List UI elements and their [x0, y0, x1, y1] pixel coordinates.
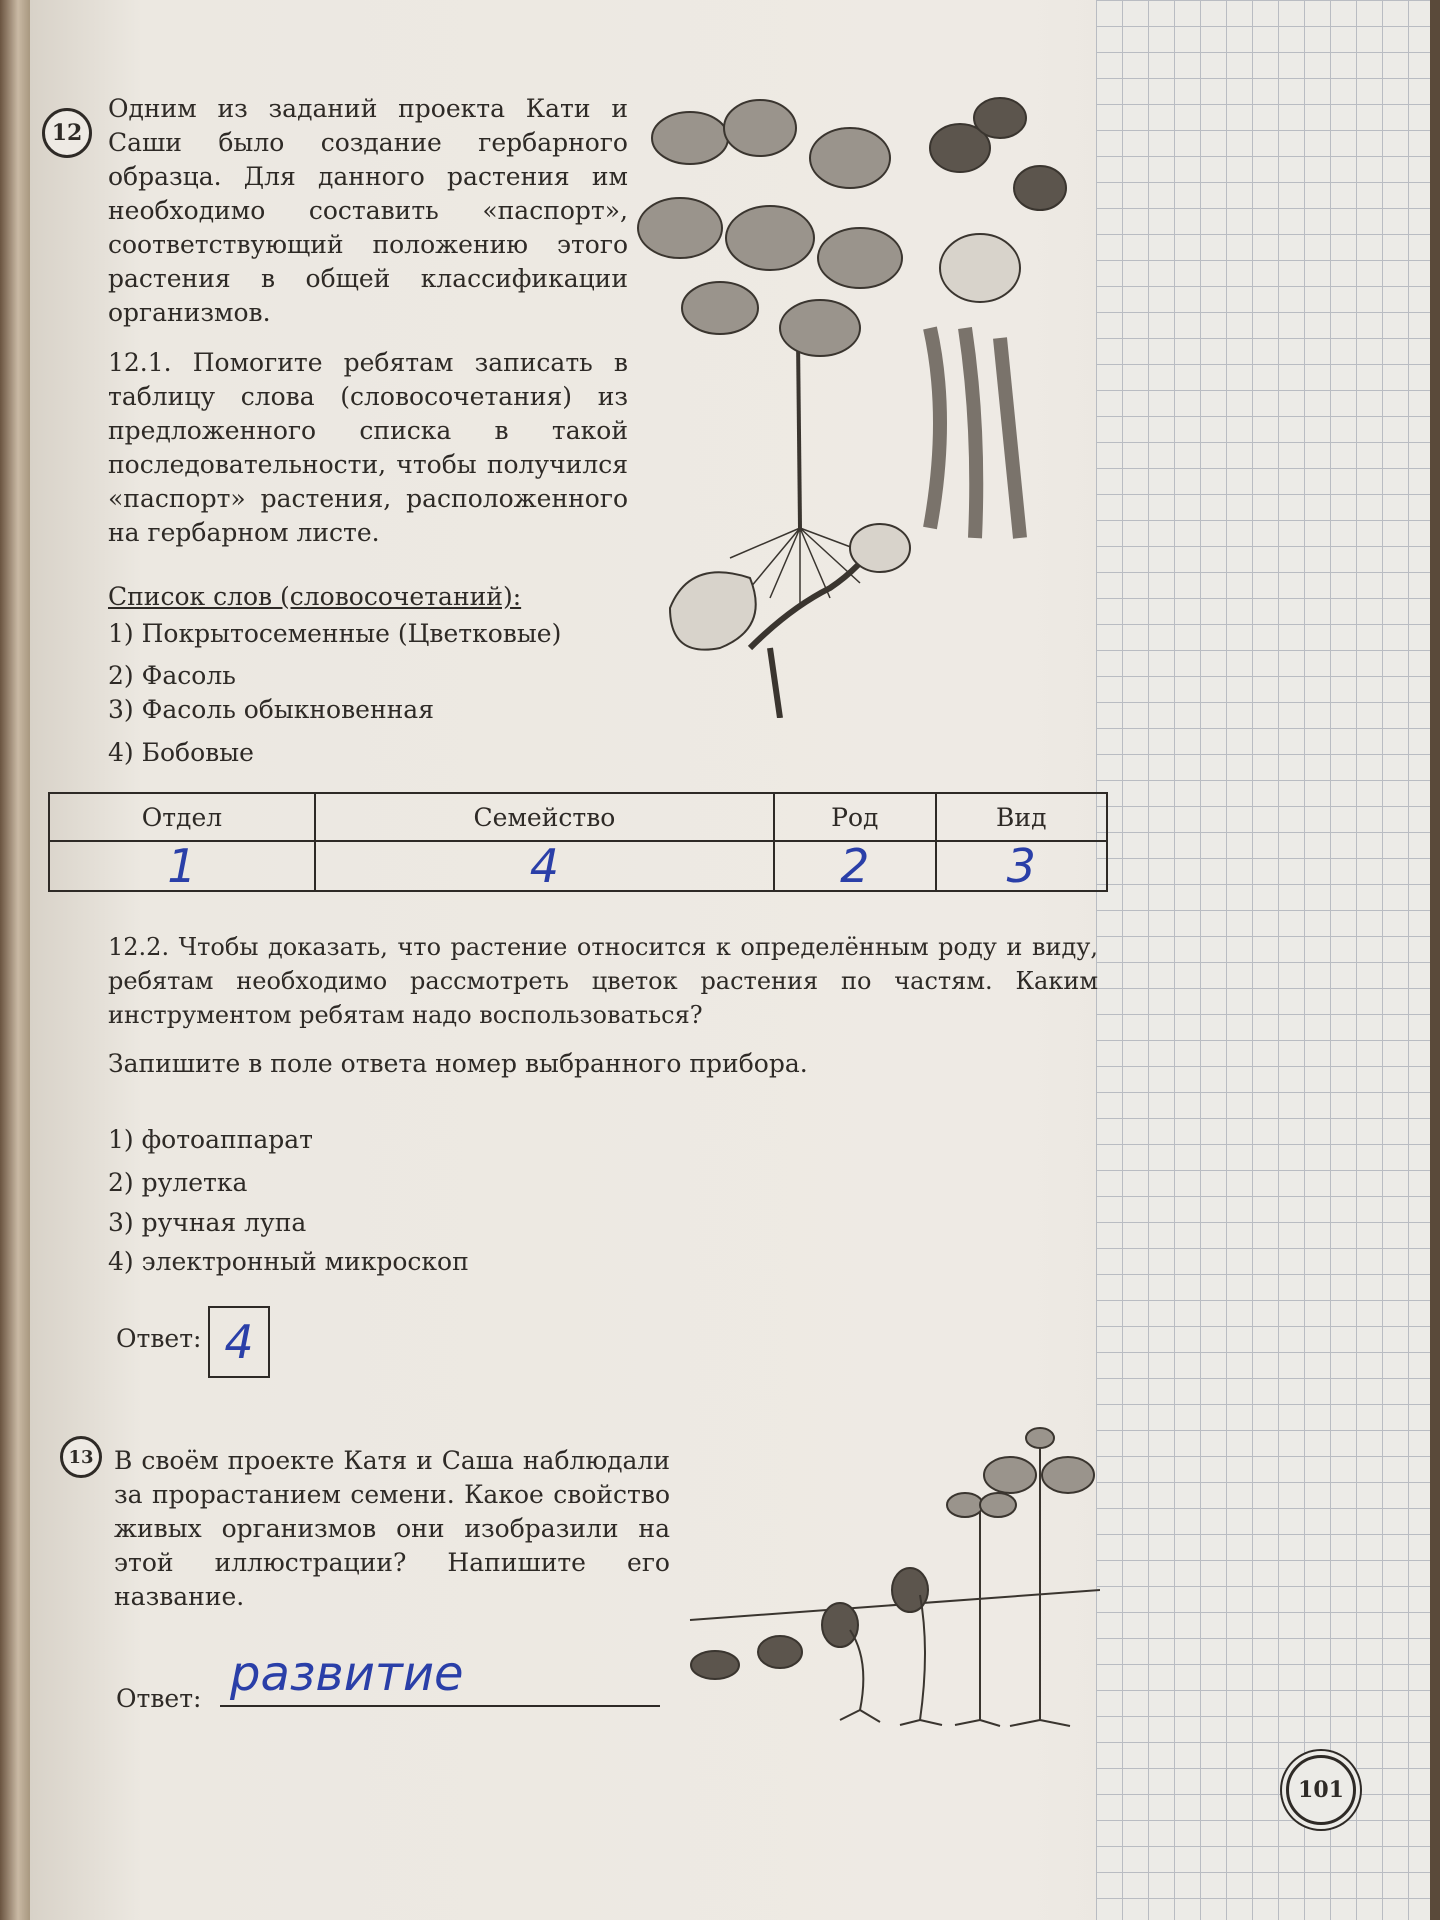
question-12-intro: Одним из заданий проекта Кати и Саши было создание гербарного образца. Для данного растения им необходимо составить «паспорт», соответствующий положению этого растения в общей классификации организмов. [108, 94, 628, 327]
answer-label: Ответ: [116, 1324, 202, 1353]
table-answer-cell[interactable] [936, 841, 1107, 891]
word-list-item: 2) Фасоль [108, 661, 236, 690]
classification-table [48, 792, 1108, 892]
table-answer-cell[interactable] [49, 841, 315, 891]
handwritten-answer: 3 [1006, 839, 1036, 893]
task-12-2-text: 12.2. Чтобы доказать, что растение относится к определённым роду и виду, ребятам необходимо рассмотреть цветок растения по частям. Каким инструментом ребятам надо воспользоваться? [108, 933, 1098, 1029]
question-12-number: 12 [42, 108, 92, 158]
question-13-number: 13 [60, 1436, 102, 1478]
word-list-item: 3) Фасоль обыкновенная [108, 695, 434, 724]
task-12-2-instruction: Запишите в поле ответа номер выбранного прибора. [108, 1049, 808, 1078]
table-answer-cell[interactable] [774, 841, 935, 891]
page-content [30, 0, 1096, 1920]
word-list-item: 1) Покрытосеменные (Цветковые) [108, 619, 562, 648]
option-item: 3) ручная лупа [108, 1208, 307, 1237]
table-header-cell: Отдел [49, 793, 315, 841]
graph-paper-margin [1096, 0, 1430, 1920]
option-item: 2) рулетка [108, 1168, 248, 1197]
answer-box[interactable] [208, 1306, 270, 1378]
handwritten-answer: 2 [840, 839, 870, 893]
handwritten-answer: 1 [167, 839, 197, 893]
table-header-cell: Вид [936, 793, 1107, 841]
handwritten-answer: 4 [529, 839, 560, 893]
table-header-cell: Семейство [315, 793, 774, 841]
word-list-item: 4) Бобовые [108, 738, 254, 767]
seed-germination-illustration [670, 1420, 1100, 1730]
answer-label: Ответ: [116, 1684, 202, 1713]
table-header-cell: Род [774, 793, 935, 841]
word-list-title: Список слов (словосочетаний): [108, 582, 522, 611]
page-number: 101 [1286, 1755, 1356, 1825]
table-header-row [49, 793, 1107, 841]
handwritten-answer: 4 [224, 1315, 254, 1369]
option-item: 4) электронный микроскоп [108, 1247, 469, 1276]
option-item: 1) фотоаппарат [108, 1125, 313, 1154]
workbook-page [30, 0, 1430, 1920]
table-answer-row [49, 841, 1107, 891]
table-answer-cell[interactable] [315, 841, 774, 891]
bean-plant-illustration [630, 88, 1100, 718]
handwritten-answer: развитие [230, 1646, 464, 1702]
answer-line[interactable] [220, 1705, 660, 1707]
book-spine [0, 0, 30, 1920]
question-13-text: В своём проекте Катя и Саша наблюдали за прорастанием семени. Какое свойство живых организмов они изобразили на этой иллюстрации? Напишите его название. [114, 1446, 670, 1611]
task-12-1-text: 12.1. Помогите ребятам записать в таблицу слова (словосочетания) из предложенного списка в такой последовательности, чтобы получился «паспорт» растения, расположенного на гербарном листе. [108, 348, 628, 547]
